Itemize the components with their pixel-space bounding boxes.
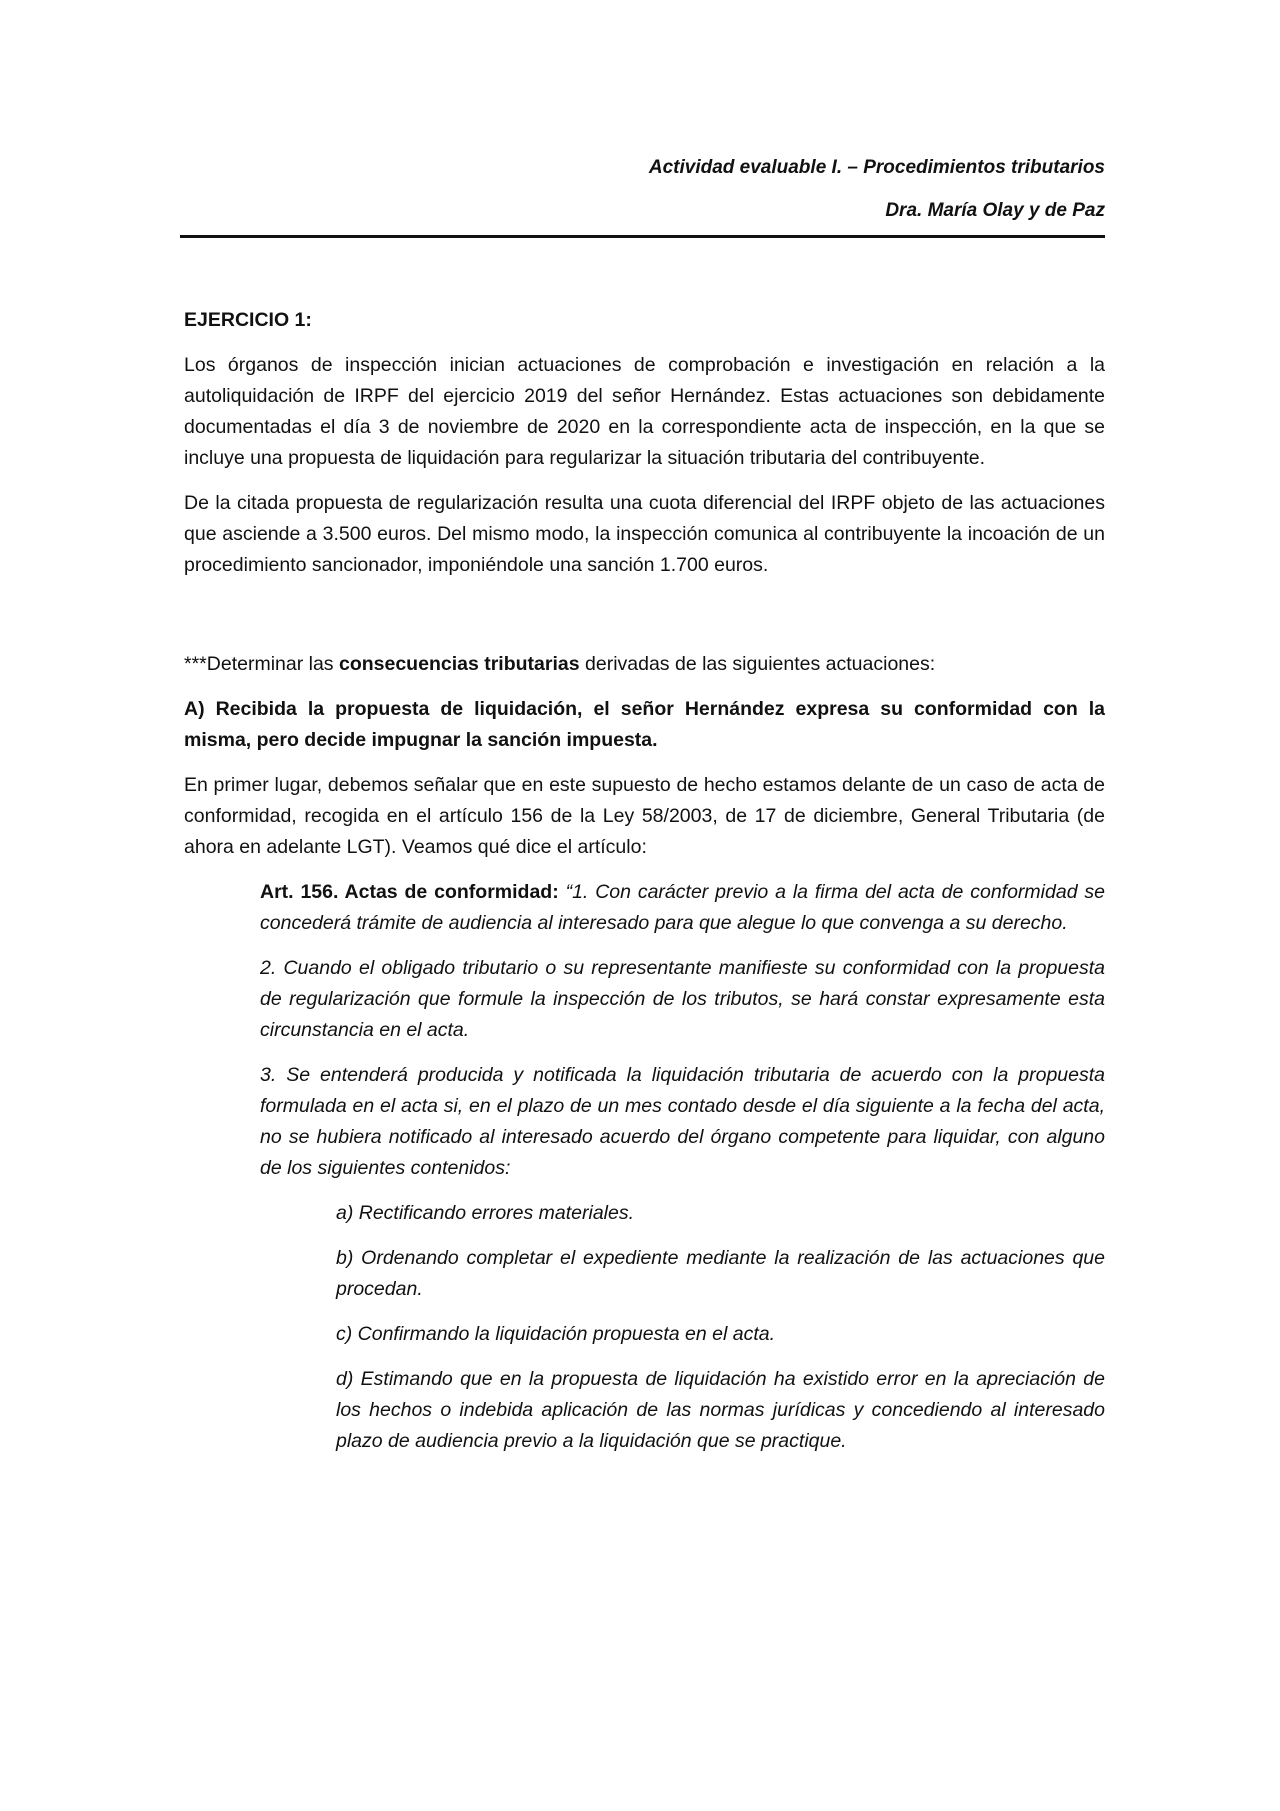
question-a-title: A) Recibida la propuesta de liquidación, el señor Hernández expresa su conformidad con la misma, pero decide impugnar la sanción impuesta. bbox=[184, 698, 1105, 751]
header-divider bbox=[180, 235, 1105, 238]
exercise-paragraph-2: De la citada propuesta de regularización resulta una cuota diferencial del IRPF objeto de las actuaciones que asciende a 3.500 euros. Del mismo modo, la inspección comunica al contribuyente la incoación de un procedimiento sancionador, imponiéndole una sanción 1.700 euros. bbox=[184, 492, 1105, 576]
page-header bbox=[180, 152, 1105, 238]
article-point-1 bbox=[260, 877, 1105, 939]
instruction-line bbox=[184, 649, 1105, 680]
article-point-3: 3. Se entenderá producida y notificada la liquidación tributaria de acuerdo con la propuesta formulada en el acta si, en el plazo de un mes contado desde el día siguiente a la fecha del acta, no se hubiera notificado al interesado acuerdo del órgano competente para liquidar, con alguno de los siguientes contenidos: bbox=[260, 1064, 1105, 1179]
instruction-suffix: derivadas de las siguientes actuaciones: bbox=[579, 653, 936, 675]
article-subitem-a: a) Rectificando errores materiales. bbox=[336, 1202, 635, 1224]
instruction-bold: consecuencias tributarias bbox=[338, 653, 580, 675]
section-spacer bbox=[184, 595, 1105, 649]
exercise-paragraph-1: Los órganos de inspección inician actuaciones de comprobación e investigación en relación a la autoliquidación de IRPF del ejercicio 2019 del señor Hernández. Estas actuaciones son debidamente documentadas el día 3 de noviembre de 2020 en la correspondiente acta de inspección, en la que se incluye una propuesta de liquidación para regularizar la situación tributaria del contribuyente. bbox=[184, 354, 1105, 469]
article-subitem-b: b) Ordenando completar el expediente mediante la realización de las actuaciones que procedan. bbox=[336, 1247, 1105, 1300]
article-point-2: 2. Cuando el obligado tributario o su representante manifieste su conformidad con la propuesta de regularización que formule la inspección de los tributos, se hará constar expresamente esta circunstancia en el acta. bbox=[260, 957, 1105, 1041]
instruction-prefix: ***Determinar las bbox=[184, 653, 339, 675]
header-title: Actividad evaluable I. – Procedimientos tributarios bbox=[648, 157, 1105, 178]
article-quote bbox=[260, 877, 1105, 1457]
document-body bbox=[184, 305, 1105, 1471]
article-subitem-c: c) Confirmando la liquidación propuesta en el acta. bbox=[336, 1323, 776, 1345]
exercise-title: EJERCICIO 1: bbox=[184, 309, 312, 331]
article-subitem-d: d) Estimando que en la propuesta de liquidación ha existido error en la apreciación de los hechos o indebida aplicación de las normas jurídicas y concediendo al interesado plazo de audiencia previo a la liquidación que se practique. bbox=[336, 1368, 1105, 1452]
question-a-answer: En primer lugar, debemos señalar que en este supuesto de hecho estamos delante de un caso de acta de conformidad, recogida en el artículo 156 de la Ley 58/2003, de 17 de diciembre, General Tributaria (de ahora en adelante LGT). Veamos qué dice el artículo: bbox=[184, 774, 1105, 858]
article-point-1-text: “1. Con carácter previo a la firma del acta de conformidad se concederá trámite de audiencia al interesado para que alegue lo que convenga a su derecho. bbox=[260, 881, 1105, 934]
article-heading: Art. 156. Actas de conformidad: bbox=[260, 881, 559, 903]
article-subitems bbox=[336, 1198, 1105, 1457]
header-author: Dra. María Olay y de Paz bbox=[885, 200, 1105, 221]
